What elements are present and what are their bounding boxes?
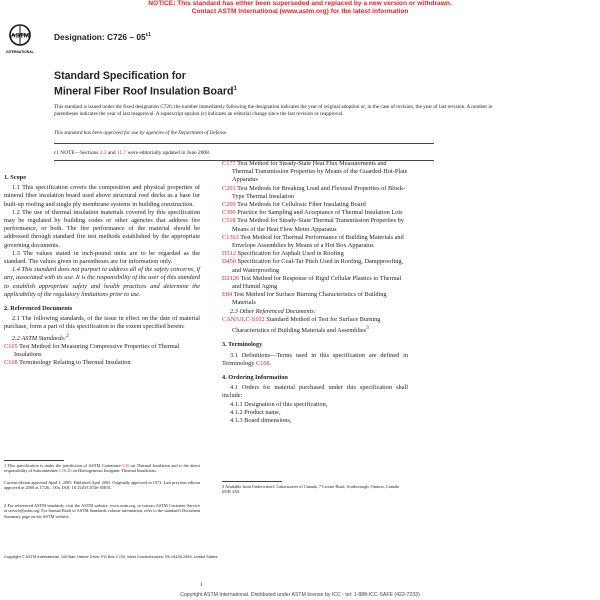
ref-item-d2126[interactable]	[222, 275, 408, 291]
ref-code-c203[interactable]: C203	[222, 184, 236, 192]
editorial-note-prefix: ε1 NOTE—Sections	[54, 150, 100, 156]
footnote-3-divider	[222, 481, 282, 482]
astm-standards-heading-wrap	[4, 332, 200, 343]
ref-code-can-ulc-s102[interactable]: CAN/ULC-S102	[222, 315, 265, 323]
title-line-2: Mineral Fiber Roof Insulation Board	[54, 85, 234, 98]
footnote-1-committee-link[interactable]: C16	[122, 463, 130, 468]
ref-title-c165: Test Method for Measuring Compressive Properties of Thermal Insulations	[14, 342, 180, 359]
referenced-para-2-1: 2.1 The following standards, of the issue in effect on the date of material purchase, form a part of this specification to the extent specified herein:	[4, 315, 200, 331]
ref-item-c209[interactable]	[222, 201, 408, 209]
ref-title-c209: Test Methods for Cellulosic Fiber Insulating Board	[235, 201, 366, 209]
intro-divider	[54, 143, 434, 144]
right-column	[222, 160, 408, 425]
ref-title-c390: Practice for Sampling and Acceptance of Thermal Insulation Lots	[235, 209, 403, 217]
issuance-statement: This standard is issued under the fixed designation C726; the number immediately following the designation indicates the year of original adoption or, in the case of revision, the year of last revision. A number in parentheses indicates the year of last reapproval. A superscript epsilon (ε) indicates an editorial change since the last revision or reapproval.	[54, 104, 493, 117]
footnote-1-part-b: on Thermal Insulation and is the direct responsibility of Subcommittee	[4, 463, 200, 474]
ordering-item-4-1-2: 4.1.2 Product name,	[230, 408, 281, 416]
ref-title-c1363: Test Method for Thermal Performance of Building Materials and Envelope Assemblies by Means of a Hot Box Apparatus	[232, 233, 404, 250]
ref-code-c177[interactable]: C177	[222, 160, 236, 167]
ref-code-c1363[interactable]: C1363	[222, 233, 239, 241]
ref-item-c518[interactable]	[222, 217, 408, 233]
ref-code-c390[interactable]: C390	[222, 209, 236, 217]
ref-item-c390[interactable]	[222, 209, 408, 217]
scope-para-1-1: 1.1 This specification covers the composition and physical properties of mineral fiber insulation board used above structural roof decks as a base for built-up roofing and single ply membrane systems in building construction.	[4, 184, 200, 208]
ref-code-c165[interactable]: C165	[4, 342, 18, 350]
editorial-note-ref-2[interactable]: 11.7	[116, 150, 127, 156]
ref-item-d450[interactable]	[222, 258, 408, 274]
ref-item-c1363[interactable]	[222, 234, 408, 250]
ref-title-d450: Specification for Coal-Tar Pitch Used in Roofing, Dampproofing, and Waterproofing	[232, 258, 404, 274]
ordering-para-4-1: 4.1 Orders for material purchased under this specification shall include:	[222, 384, 408, 400]
other-referenced-heading: 2.3 Other Referenced Documents:	[230, 307, 316, 315]
ref-title-e84: Test Method for Surface Burning Characteristics of Building Materials	[232, 291, 387, 307]
terminology-text: 3.1 Definitions—Terms used in this specification are defined in Terminology	[222, 351, 408, 367]
astm-logo	[6, 22, 34, 56]
dod-approval-statement: This standard has been approved for use by agencies of the Department of Defense.	[54, 130, 228, 136]
footnote-divider	[4, 460, 64, 461]
ordering-item-4-1-1: 4.1.1 Designation of this specification,	[230, 400, 328, 408]
designation	[54, 32, 151, 42]
ref-code-d312[interactable]: D312	[222, 250, 236, 258]
left-column	[4, 174, 200, 368]
astm-standards-footnote-marker: 2	[66, 332, 69, 339]
ref-title-can-ulc-s102: Standard Method of Test for Surface Burning Characteristics of Building Materials and Assemblies	[232, 315, 381, 335]
scope-para-1-2: 1.2 The use of thermal insulation materials covered by this specification may be regulated by building codes or other agencies that address fire performance, or both. The fire performance of the material should be addressed through standard fire test methods established by the appropriate governing documents.	[4, 208, 200, 249]
title-line-1: Standard Specification for	[54, 70, 186, 82]
ordering-heading: 4. Ordering Information	[222, 373, 288, 381]
footnote-1-edition: Current edition approved April 1, 2005. Published April 2005. Originally approved in 1972. Last previous edition approved in 2000 as C726 – 00a. DOI: 10.1520/C0726-05E01.	[4, 480, 200, 491]
terminology-suffix: .	[269, 359, 272, 367]
footnote-2: 2 For referenced ASTM standards, visit the ASTM website, www.astm.org, or contact ASTM Customer Service at service@astm.org. For Annual Book of ASTM Standards volume information, refer to the standard's Document Summary page on the ASTM website.	[4, 503, 200, 519]
terminology-heading: 3. Terminology	[222, 341, 263, 349]
ref-title-c518: Test Method for Steady-State Thermal Transmission Properties by Means of the Heat Flow Meter Apparatus	[232, 217, 404, 233]
ref-code-e84[interactable]: E84	[222, 291, 233, 299]
logo-mark: ASTM	[10, 32, 30, 40]
notice-line-2: Contact ASTM International (www.astm.org) for the latest information	[191, 8, 409, 15]
logo-label: INTERNATIONAL	[6, 50, 34, 54]
ref-title-d2126: Test Method for Response of Rigid Cellular Plastics to Thermal and Humid Aging	[232, 274, 402, 291]
ref-code-c518[interactable]: C518	[222, 217, 236, 225]
footnote-1-part-a: 1 This specification is under the jurisdiction of ASTM Committee	[4, 463, 123, 468]
designation-text: Designation: C726 – 05	[54, 32, 146, 42]
ref-item-d312[interactable]	[222, 250, 408, 258]
ref-title-d312: Specification for Asphalt Used in Roofing	[236, 250, 344, 258]
ref-code-d450[interactable]: D450	[222, 258, 236, 266]
footnote-1	[4, 463, 200, 474]
copyright-line: Copyright © ASTM International, 100 Barr Harbor Drive, PO Box C700, West Conshohocken, PA 19428-2959, United States.	[4, 554, 219, 559]
terminology-para-3-1	[222, 352, 408, 368]
ref-code-c209[interactable]: C209	[222, 201, 236, 209]
ref-title-c177: Test Method for Steady-State Heat Flux Measurements and Thermal Transmission Properties by Means of the Guarded-Hot-Plate Apparatus	[232, 160, 408, 184]
footnote-1-part-c: on Homogeneous Inorganic Thermal Insulations.	[71, 468, 157, 474]
editorial-note-ref-1[interactable]: 2.3	[99, 150, 107, 156]
editorial-note-suffix: were editorially updated in June 2008.	[126, 150, 211, 156]
license-line: Copyright ASTM International. Distributed under ASTM license by ICC - tel: 1-888-ICC-SAFE (422-7233)	[180, 592, 420, 598]
ref-footnote-marker-3: 3	[366, 325, 369, 332]
document-title	[54, 70, 454, 98]
astm-standards-heading: 2.2 ASTM Standards:	[12, 334, 67, 342]
title-footnote-marker: 1	[233, 85, 237, 92]
ref-item-c165[interactable]	[4, 343, 200, 359]
footnote-3: 3 Available from Underwriters' Laboratories of Canada, 7 Crouse Road, Scarborough, Ontario, Canada M1R 3A9.	[222, 484, 399, 495]
editorial-note	[54, 150, 210, 156]
ref-title-c168: Terminology Relating to Thermal Insulation	[17, 359, 131, 367]
scope-para-1-3: 1.3 The values stated in inch-pound units are to be regarded as the standard. The values given in parentheses are for information only.	[4, 249, 200, 266]
ref-item-can-ulc-s102[interactable]	[222, 316, 408, 336]
ref-code-c168[interactable]: C168	[4, 359, 18, 367]
ordering-item-4-1-3: 4.1.3 Board dimensions,	[230, 416, 292, 424]
ref-code-d2126[interactable]: D2126	[222, 274, 240, 282]
referenced-documents-heading: 2. Referenced Documents	[4, 305, 73, 313]
scope-para-1-4: 1.4 This standard does not purport to address all of the safety concerns, if any, associated with its use. It is the responsibility of the user of this standard to establish appropriate safety and health practices and determine the applicability of the regulatory limitations prior to use.	[4, 266, 200, 298]
ref-item-c177[interactable]	[222, 160, 408, 185]
superseded-notice	[0, 0, 600, 16]
ref-title-c203: Test Methods for Breaking Load and Flexural Properties of Block-Type Thermal Insulation	[232, 184, 406, 200]
notice-line-1: NOTICE: This standard has either been superseded and replaced by a new version or withdrawn.	[148, 0, 452, 7]
ref-item-c203[interactable]	[222, 185, 408, 201]
terminology-ref-c168[interactable]: C168	[256, 359, 270, 367]
editorial-note-mid: and	[106, 150, 117, 156]
designation-sup: ε1	[145, 32, 151, 39]
ref-item-e84[interactable]	[222, 291, 408, 307]
scope-heading: 1. Scope	[4, 174, 27, 181]
title-line-2-wrap	[54, 83, 454, 98]
footnote-1-subcommittee-link[interactable]: C16.20	[59, 468, 72, 474]
page-number: 1	[200, 582, 203, 588]
ref-item-c168[interactable]	[4, 359, 200, 367]
